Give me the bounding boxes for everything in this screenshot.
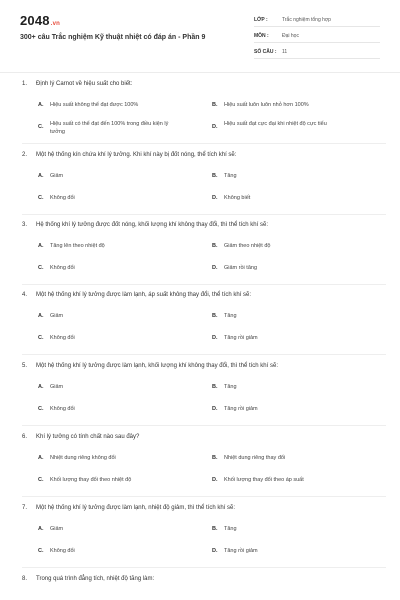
option-text: Giảm [50, 384, 64, 390]
question-text [22, 576, 154, 582]
question-label: Khí lý tưởng có tính chất nào sau đây? [36, 434, 140, 440]
question-text [22, 81, 132, 87]
question-label: Hệ thống khí lý tưởng được đốt nóng, khối lượng khí không thay đổi, thì thể tích khí sẽ: [36, 222, 268, 228]
option-text: Tăng lên theo nhiệt độ [50, 243, 105, 249]
option-letter: B. [212, 243, 218, 249]
option-letter: B. [212, 102, 218, 108]
header-divider [0, 72, 400, 73]
question-separator [22, 214, 386, 215]
question-number: 6. [22, 434, 28, 440]
site-logo[interactable]: 2048.vn [20, 13, 61, 28]
option-letter: B. [212, 455, 218, 461]
option-text: Hiệu suất không thể đạt được 100% [50, 102, 139, 108]
option-letter: C. [38, 124, 44, 130]
option-text: Nhiệt dung riêng không đổi [50, 455, 116, 461]
option-text: Tăng [224, 384, 237, 390]
question-separator [22, 143, 386, 144]
question-number: 2. [22, 152, 28, 158]
question-text [22, 363, 278, 369]
option-letter: B. [212, 313, 218, 319]
option-text: Không đổi [50, 265, 75, 271]
meta-question-count: SỐ CÂU : 11 [254, 46, 380, 59]
question-text [22, 152, 236, 158]
option-text: Không đổi [50, 548, 75, 554]
meta-class: LỚP : Trắc nghiệm tổng hợp [254, 14, 380, 27]
option-text: Không đổi [50, 195, 75, 201]
question-number: 5. [22, 363, 28, 369]
question-label: Một hệ thống khí lý tưởng được làm lạnh, nhiệt độ giảm, thì thể tích khí sẽ: [36, 505, 236, 511]
option-text: Hiệu suất có thể đạt đến 100% trong điều kiện lý tưởng [50, 121, 169, 135]
question-number: 1. [22, 81, 28, 87]
option-text: Tăng [224, 526, 237, 532]
question-text [22, 292, 251, 298]
option-letter: B. [212, 526, 218, 532]
question-text [22, 434, 139, 440]
option-letter: D. [212, 195, 218, 201]
question-label: Trong quá trình đẳng tích, nhiệt độ tăng làm: [36, 576, 155, 582]
option-letter: D. [212, 335, 218, 341]
document-header [0, 0, 400, 72]
option-text: Giảm theo nhiệt độ [224, 243, 271, 249]
option-letter: C. [38, 195, 44, 201]
option-letter: A. [38, 526, 44, 532]
option-letter: D. [212, 406, 218, 412]
question-text [22, 505, 235, 511]
question-label: Một hệ thống khí lý tưởng được làm lạnh, khối lượng khí không thay đổi, thì thể tích khí sẽ: [36, 363, 278, 369]
question-number: 7. [22, 505, 28, 511]
option-letter: C. [38, 335, 44, 341]
question-separator [22, 284, 386, 285]
option-letter: A. [38, 384, 44, 390]
question-label: Một hệ thống kín chứa khí lý tưởng. Khi khí này bị đốt nóng, thể tích khí sẽ: [36, 152, 237, 158]
option-letter: C. [38, 477, 44, 483]
option-text: Giảm [50, 173, 64, 179]
question-label: Định lý Carnot về hiệu suất cho biết: [36, 81, 133, 87]
option-text: Tăng rồi giảm [224, 548, 258, 554]
option-letter: C. [38, 265, 44, 271]
option-text: Tăng rồi giảm [224, 406, 258, 412]
option-text: Không đổi [50, 335, 75, 341]
option-text: Tăng [224, 173, 237, 179]
question-separator [22, 354, 386, 355]
option-letter: A. [38, 455, 44, 461]
option-text: Không đổi [50, 406, 75, 412]
option-text: Tăng [224, 313, 237, 319]
question-text [22, 222, 268, 228]
document-title: 300+ câu Trắc nghiệm Kỹ thuật nhiệt có đáp án - Phần 9 [20, 34, 206, 41]
option-letter: B. [212, 173, 218, 179]
option-letter: D. [212, 124, 218, 130]
option-text: Tăng rồi giảm [224, 335, 258, 341]
question-number: 4. [22, 292, 28, 298]
meta-subject: MÔN : Đại học [254, 30, 380, 43]
question-label: Một hệ thống khí lý tưởng được làm lạnh, áp suất không thay đổi, thể tích khí sẽ: [36, 292, 252, 298]
option-text: Hiệu suất đạt cực đại khi nhiệt độ cực tiểu [224, 121, 327, 127]
option-letter: D. [212, 477, 218, 483]
option-text: Hiệu suất luôn luôn nhỏ hơn 100% [224, 102, 309, 108]
option-text: Khối lượng thay đổi theo áp suất [224, 477, 304, 483]
option-letter: C. [38, 406, 44, 412]
question-number: 8. [22, 576, 28, 582]
option-letter: A. [38, 102, 44, 108]
option-text: Không biết [224, 195, 251, 201]
question-separator [22, 567, 386, 568]
option-letter: C. [38, 548, 44, 554]
question-number: 3. [22, 222, 28, 228]
option-letter: D. [212, 265, 218, 271]
option-text: Giảm rồi tăng [224, 265, 258, 271]
option-text: Giảm [50, 313, 64, 319]
option-letter: B. [212, 384, 218, 390]
option-letter: A. [38, 313, 44, 319]
option-text: Giảm [50, 526, 64, 532]
option-letter: A. [38, 173, 44, 179]
question-separator [22, 496, 386, 497]
option-text: Nhiệt dung riêng thay đổi [224, 455, 286, 461]
question-separator [22, 425, 386, 426]
option-letter: D. [212, 548, 218, 554]
option-letter: A. [38, 243, 44, 249]
option-text: Khối lượng thay đổi theo nhiệt độ [50, 477, 132, 483]
